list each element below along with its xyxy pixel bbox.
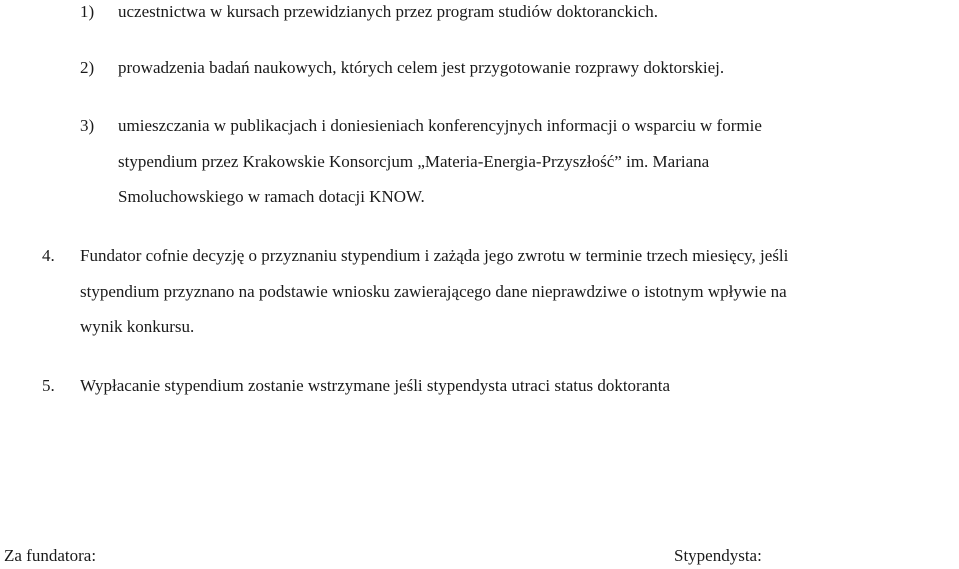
signature-label-fundator: Za fundatora: [4,546,97,565]
sub-item-1-line-1: uczestnictwa w kursach przewidzianych przez program studiów doktoranckich. [118,2,659,21]
sub-item-2-line-1: prowadzenia badań naukowych, których celem jest przygotowanie rozprawy doktorskiej. [118,58,725,77]
sub-item-1-number: 1) [80,2,95,21]
point-5-number: 5. [42,376,55,395]
point-4-line-1: Fundator cofnie decyzję o przyznaniu stypendium i zażąda jego zwrotu w terminie trzech miesięcy, jeśli [80,246,789,265]
signature-label-stypendysta: Stypendysta: [674,546,762,565]
point-4-line-2: stypendium przyznano na podstawie wniosku zawierającego dane nieprawdziwe o istotnym wpływie na [80,282,787,301]
sub-item-3-line-1: umieszczania w publikacjach i doniesieniach konferencyjnych informacji o wsparciu w formie [118,116,762,135]
sub-item-3-line-3: Smoluchowskiego w ramach dotacji KNOW. [118,187,425,206]
point-4-line-3: wynik konkursu. [80,317,195,336]
point-5-line-1: Wypłacanie stypendium zostanie wstrzymane jeśli stypendysta utraci status doktoranta [80,376,671,395]
sub-item-3-line-2: stypendium przez Krakowskie Konsorcjum „Materia-Energia-Przyszłość” im. Mariana [118,152,710,171]
point-4-number: 4. [42,246,55,265]
sub-item-2-number: 2) [80,58,95,77]
sub-item-3-number: 3) [80,116,95,135]
